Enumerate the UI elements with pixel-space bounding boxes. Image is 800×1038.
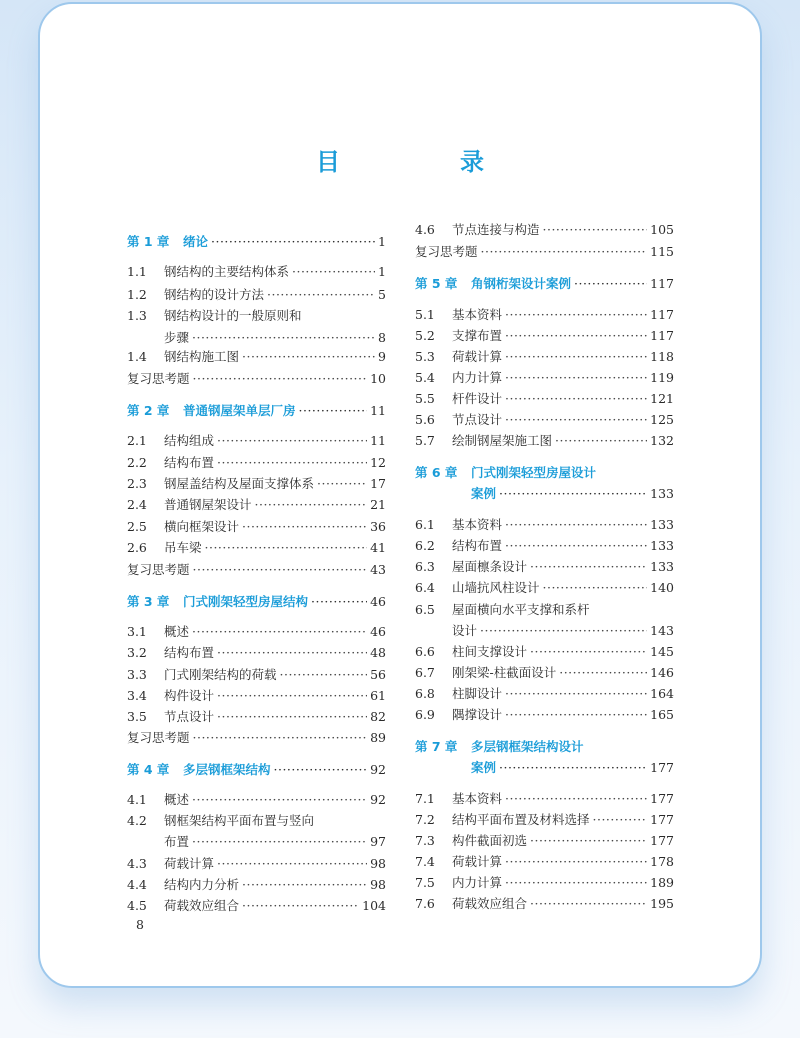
- toc-section[interactable]: [415, 853, 674, 871]
- leader-dots: [317, 475, 367, 493]
- leader-dots: [242, 897, 359, 915]
- entry-page: 164: [650, 686, 674, 701]
- entry-number: 5.6: [415, 412, 435, 427]
- toc-section[interactable]: [127, 897, 386, 915]
- leader-dots: [505, 874, 647, 892]
- entry-title: 钢结构的主要结构体系: [164, 264, 290, 279]
- entry-title: 横向框架设计: [164, 519, 240, 534]
- toc-section[interactable]: [127, 812, 386, 830]
- entry-page: 8: [378, 330, 386, 345]
- entry-page: 56: [370, 667, 386, 682]
- entry-number: 5.2: [415, 328, 435, 343]
- entry-page: 115: [650, 244, 674, 259]
- entry-title: 节点设计: [452, 412, 503, 427]
- entry-number: 6.6: [415, 644, 435, 659]
- toc-section[interactable]: [415, 895, 674, 913]
- toc-section[interactable]: [127, 454, 386, 472]
- leader-dots: [530, 832, 647, 850]
- entry-number: 2.1: [127, 433, 147, 448]
- toc-section[interactable]: [415, 369, 674, 387]
- entry-title: 结构平面布置及材料选择: [452, 812, 590, 827]
- entry-title: 结构布置: [452, 538, 503, 553]
- entry-title: 节点设计: [164, 709, 215, 724]
- toc-section[interactable]: [127, 791, 386, 809]
- leader-dots: [530, 895, 647, 913]
- entry-page: 104: [362, 898, 386, 913]
- entry-title: 角钢桁架设计案例: [471, 276, 572, 291]
- entry-title: 吊车梁: [164, 540, 202, 555]
- entry-page: 177: [650, 812, 674, 827]
- leader-dots: [499, 759, 647, 777]
- toc-section[interactable]: [415, 390, 674, 408]
- entry-number: 2.6: [127, 540, 147, 555]
- entry-title: 屋面檩条设计: [452, 559, 528, 574]
- leader-dots: [505, 306, 647, 324]
- entry-title: 荷载效应组合: [452, 896, 528, 911]
- entry-page: 133: [650, 517, 674, 532]
- entry-title: 荷载计算: [452, 854, 503, 869]
- entry-page: 117: [650, 328, 674, 343]
- entry-number: 第 7 章: [415, 739, 458, 754]
- toc-section[interactable]: [415, 327, 674, 345]
- toc-section[interactable]: [415, 811, 674, 829]
- leader-dots: [274, 761, 368, 779]
- leader-dots: [242, 876, 367, 894]
- toc-section[interactable]: [415, 432, 674, 450]
- entry-number: 6.8: [415, 686, 435, 701]
- toc-section[interactable]: [127, 263, 386, 281]
- toc-review[interactable]: [127, 561, 386, 579]
- entry-number: 第 4 章: [127, 762, 170, 777]
- leader-dots: [505, 516, 647, 534]
- toc-section[interactable]: [415, 685, 674, 703]
- entry-page: 82: [370, 709, 386, 724]
- leader-dots: [193, 729, 368, 747]
- entry-page: 89: [370, 730, 386, 745]
- entry-page: 133: [650, 559, 674, 574]
- entry-title: 支撑布置: [452, 328, 503, 343]
- entry-page: 145: [650, 644, 674, 659]
- entry-number: 6.7: [415, 665, 435, 680]
- entry-number: 1.3: [127, 308, 147, 323]
- leader-dots: [311, 593, 367, 611]
- leader-dots: [505, 390, 647, 408]
- leader-dots: [192, 623, 367, 641]
- entry-page: 12: [370, 455, 386, 470]
- entry-title: 概述: [164, 792, 190, 807]
- entry-title: 荷载计算: [452, 349, 503, 364]
- entry-page: 146: [650, 665, 674, 680]
- entry-title: 普通钢屋架设计: [164, 497, 252, 512]
- entry-title: 柱间支撑设计: [452, 644, 528, 659]
- toc-section[interactable]: [127, 708, 386, 726]
- leader-dots: [192, 833, 367, 851]
- entry-page: 195: [650, 896, 674, 911]
- entry-page: 1: [378, 234, 386, 249]
- entry-title: 案例: [471, 486, 497, 501]
- entry-number: 6.9: [415, 707, 435, 722]
- entry-page: 41: [370, 540, 386, 555]
- entry-page: 125: [650, 412, 674, 427]
- entry-page: 143: [650, 623, 674, 638]
- entry-page: 10: [370, 371, 386, 386]
- toc-section[interactable]: [127, 687, 386, 705]
- entry-title: 荷载计算: [164, 856, 215, 871]
- entry-page: 133: [650, 486, 674, 501]
- toc-entry-continuation[interactable]: [471, 485, 674, 503]
- toc-section[interactable]: [127, 307, 386, 325]
- toc-chapter[interactable]: [127, 593, 386, 611]
- entry-title: 多层钢框架结构设计: [471, 739, 584, 754]
- leader-dots: [530, 558, 647, 576]
- toc-section[interactable]: [415, 706, 674, 724]
- page-title: 目 录: [316, 147, 532, 176]
- entry-number: 6.5: [415, 602, 435, 617]
- leader-dots: [292, 263, 375, 281]
- entry-page: 119: [650, 370, 674, 385]
- leader-dots: [593, 811, 648, 829]
- entry-number: 4.6: [415, 222, 435, 237]
- entry-page: 118: [650, 349, 674, 364]
- entry-page: 140: [650, 580, 674, 595]
- entry-title: 山墙抗风柱设计: [452, 580, 540, 595]
- toc-section[interactable]: [415, 874, 674, 892]
- entry-number: 3.1: [127, 624, 147, 639]
- toc-chapter[interactable]: [127, 402, 386, 420]
- leader-dots: [499, 485, 647, 503]
- leader-dots: [242, 518, 367, 536]
- entry-number: 3.5: [127, 709, 147, 724]
- leader-dots: [574, 275, 647, 293]
- entry-title: 门式刚架轻型房屋设计: [471, 465, 597, 480]
- leader-dots: [559, 664, 647, 682]
- leader-dots: [267, 286, 375, 304]
- entry-page: 46: [370, 624, 386, 639]
- entry-number: 第 2 章: [127, 403, 170, 418]
- entry-number: 4.5: [127, 898, 147, 913]
- toc-section[interactable]: [127, 623, 386, 641]
- entry-title: 柱脚设计: [452, 686, 503, 701]
- leader-dots: [505, 706, 647, 724]
- leader-dots: [505, 853, 647, 871]
- entry-page: 46: [370, 594, 386, 609]
- toc-entry-continuation[interactable]: [164, 329, 386, 347]
- entry-title: 内力计算: [452, 875, 503, 890]
- entry-title: 基本资料: [452, 791, 503, 806]
- toc-section[interactable]: [127, 348, 386, 366]
- entry-title: 复习思考题: [415, 244, 478, 259]
- leader-dots: [505, 348, 647, 366]
- entry-page: 98: [370, 877, 386, 892]
- leader-dots: [192, 329, 375, 347]
- entry-number: 5.4: [415, 370, 435, 385]
- entry-title: 案例: [471, 760, 497, 775]
- entry-title: 钢结构的设计方法: [164, 287, 265, 302]
- toc-section[interactable]: [127, 286, 386, 304]
- entry-title: 复习思考题: [127, 562, 190, 577]
- entry-number: 第 6 章: [415, 465, 458, 480]
- entry-number: 4.1: [127, 792, 147, 807]
- entry-page: 92: [370, 792, 386, 807]
- leader-dots: [193, 370, 368, 388]
- entry-title: 绘制钢屋架施工图: [452, 433, 553, 448]
- entry-title: 普通钢屋架单层厂房: [183, 403, 296, 418]
- entry-number: 7.2: [415, 812, 435, 827]
- leader-dots: [255, 496, 368, 514]
- entry-number: 第 1 章: [127, 234, 170, 249]
- entry-title: 结构内力分析: [164, 877, 240, 892]
- entry-title: 复习思考题: [127, 730, 190, 745]
- entry-page: 5: [378, 287, 386, 302]
- entry-title: 设计: [452, 623, 478, 638]
- leader-dots: [505, 411, 647, 429]
- toc-section[interactable]: [415, 832, 674, 850]
- leader-dots: [505, 685, 647, 703]
- entry-title: 构件截面初选: [452, 833, 528, 848]
- entry-title: 屋面横向水平支撑和系杆: [452, 602, 590, 617]
- entry-number: 2.5: [127, 519, 147, 534]
- toc-section[interactable]: [415, 516, 674, 534]
- entry-number: 7.1: [415, 791, 435, 806]
- entry-number: 4.2: [127, 813, 147, 828]
- toc-section[interactable]: [127, 644, 386, 662]
- entry-title: 杆件设计: [452, 391, 503, 406]
- entry-number: 第 5 章: [415, 276, 458, 291]
- entry-number: 6.1: [415, 517, 435, 532]
- leader-dots: [480, 622, 647, 640]
- entry-page: 177: [650, 760, 674, 775]
- entry-page: 92: [370, 762, 386, 777]
- entry-number: 5.5: [415, 391, 435, 406]
- toc-section[interactable]: [415, 643, 674, 661]
- toc-chapter[interactable]: [415, 275, 674, 293]
- entry-number: 7.5: [415, 875, 435, 890]
- entry-number: 1.1: [127, 264, 147, 279]
- entry-number: 2.4: [127, 497, 147, 512]
- entry-page: 36: [370, 519, 386, 534]
- leader-dots: [205, 539, 368, 557]
- entry-number: 7.3: [415, 833, 435, 848]
- leader-dots: [505, 790, 647, 808]
- toc-section[interactable]: [415, 579, 674, 597]
- leader-dots: [505, 369, 647, 387]
- entry-page: 189: [650, 875, 674, 890]
- entry-title: 钢结构施工图: [164, 349, 240, 364]
- entry-number: 3.3: [127, 667, 147, 682]
- entry-number: 6.3: [415, 559, 435, 574]
- toc-entry-continuation[interactable]: [471, 759, 674, 777]
- toc-review[interactable]: [415, 243, 674, 261]
- leader-dots: [505, 537, 647, 555]
- entry-page: 97: [370, 834, 386, 849]
- entry-number: 6.4: [415, 580, 435, 595]
- toc-section[interactable]: [415, 411, 674, 429]
- entry-title: 隅撑设计: [452, 707, 503, 722]
- leader-dots: [505, 327, 647, 345]
- leader-dots: [481, 243, 648, 261]
- toc-section[interactable]: [415, 537, 674, 555]
- entry-number: 5.1: [415, 307, 435, 322]
- toc-section[interactable]: [127, 518, 386, 536]
- entry-page: 17: [370, 476, 386, 491]
- entry-title: 门式刚架结构的荷载: [164, 667, 277, 682]
- leader-dots: [193, 561, 368, 579]
- toc-chapter[interactable]: [415, 464, 674, 482]
- toc-section[interactable]: [127, 539, 386, 557]
- toc-section[interactable]: [415, 790, 674, 808]
- entry-number: 3.4: [127, 688, 147, 703]
- entry-number: 1.2: [127, 287, 147, 302]
- entry-number: 4.4: [127, 877, 147, 892]
- entry-page: 1: [378, 264, 386, 279]
- entry-page: 11: [370, 403, 386, 418]
- toc-section[interactable]: [127, 855, 386, 873]
- entry-page: 121: [650, 391, 674, 406]
- entry-page: 48: [370, 645, 386, 660]
- entry-page: 61: [370, 688, 386, 703]
- leader-dots: [242, 348, 375, 366]
- entry-title: 基本资料: [452, 307, 503, 322]
- toc-entry-continuation[interactable]: [452, 622, 674, 640]
- entry-title: 荷载效应组合: [164, 898, 240, 913]
- toc-section[interactable]: [127, 432, 386, 450]
- entry-number: 5.3: [415, 349, 435, 364]
- toc-section[interactable]: [415, 221, 674, 239]
- leader-dots: [555, 432, 647, 450]
- leader-dots: [217, 708, 367, 726]
- entry-page: 132: [650, 433, 674, 448]
- entry-title: 钢结构设计的一般原则和: [164, 308, 302, 323]
- entry-title: 基本资料: [452, 517, 503, 532]
- leader-dots: [299, 402, 368, 420]
- leader-dots: [217, 454, 367, 472]
- toc-review[interactable]: [127, 729, 386, 747]
- leader-dots: [217, 644, 367, 662]
- entry-title: 节点连接与构造: [452, 222, 540, 237]
- page-number: 8: [136, 917, 144, 932]
- entry-title: 布置: [164, 834, 190, 849]
- leader-dots: [543, 579, 648, 597]
- entry-number: 第 3 章: [127, 594, 170, 609]
- leader-dots: [217, 687, 367, 705]
- entry-page: 105: [650, 222, 674, 237]
- entry-page: 177: [650, 833, 674, 848]
- entry-title: 步骤: [164, 330, 190, 345]
- toc-section[interactable]: [415, 558, 674, 576]
- entry-number: 2.2: [127, 455, 147, 470]
- entry-number: 5.7: [415, 433, 435, 448]
- entry-title: 内力计算: [452, 370, 503, 385]
- toc-review[interactable]: [127, 370, 386, 388]
- leader-dots: [280, 666, 368, 684]
- entry-page: 98: [370, 856, 386, 871]
- toc-section[interactable]: [415, 664, 674, 682]
- entry-title: 钢屋盖结构及屋面支撑体系: [164, 476, 315, 491]
- entry-number: 1.4: [127, 349, 147, 364]
- toc-section[interactable]: [415, 348, 674, 366]
- entry-title: 构件设计: [164, 688, 215, 703]
- entry-page: 21: [370, 497, 386, 512]
- toc-entry-continuation[interactable]: [164, 833, 386, 851]
- entry-title: 多层钢框架结构: [183, 762, 271, 777]
- toc-section[interactable]: [127, 876, 386, 894]
- entry-number: 7.4: [415, 854, 435, 869]
- entry-title: 结构布置: [164, 455, 215, 470]
- toc-chapter[interactable]: [127, 761, 386, 779]
- toc-section[interactable]: [415, 306, 674, 324]
- entry-title: 门式刚架轻型房屋结构: [183, 594, 309, 609]
- entry-page: 117: [650, 307, 674, 322]
- toc-chapter[interactable]: [415, 738, 674, 756]
- entry-page: 133: [650, 538, 674, 553]
- entry-title: 绪论: [183, 234, 209, 249]
- entry-page: 178: [650, 854, 674, 869]
- toc-section[interactable]: [127, 496, 386, 514]
- leader-dots: [217, 855, 367, 873]
- leader-dots: [543, 221, 648, 239]
- toc-section[interactable]: [415, 601, 674, 619]
- entry-number: 7.6: [415, 896, 435, 911]
- toc-section[interactable]: [127, 475, 386, 493]
- toc-section[interactable]: [127, 666, 386, 684]
- entry-number: 4.3: [127, 856, 147, 871]
- entry-page: 43: [370, 562, 386, 577]
- entry-title: 结构布置: [164, 645, 215, 660]
- entry-page: 9: [378, 349, 386, 364]
- entry-number: 2.3: [127, 476, 147, 491]
- entry-page: 11: [370, 433, 386, 448]
- entry-page: 165: [650, 707, 674, 722]
- leader-dots: [530, 643, 647, 661]
- leader-dots: [211, 233, 375, 251]
- leader-dots: [192, 791, 367, 809]
- entry-page: 117: [650, 276, 674, 291]
- entry-title: 刚架梁-柱截面设计: [452, 665, 557, 680]
- toc-chapter[interactable]: [127, 233, 386, 251]
- entry-page: 177: [650, 791, 674, 806]
- entry-title: 钢框架结构平面布置与竖向: [164, 813, 315, 828]
- leader-dots: [217, 432, 367, 450]
- entry-number: 3.2: [127, 645, 147, 660]
- entry-title: 复习思考题: [127, 371, 190, 386]
- entry-title: 结构组成: [164, 433, 215, 448]
- entry-title: 概述: [164, 624, 190, 639]
- entry-number: 6.2: [415, 538, 435, 553]
